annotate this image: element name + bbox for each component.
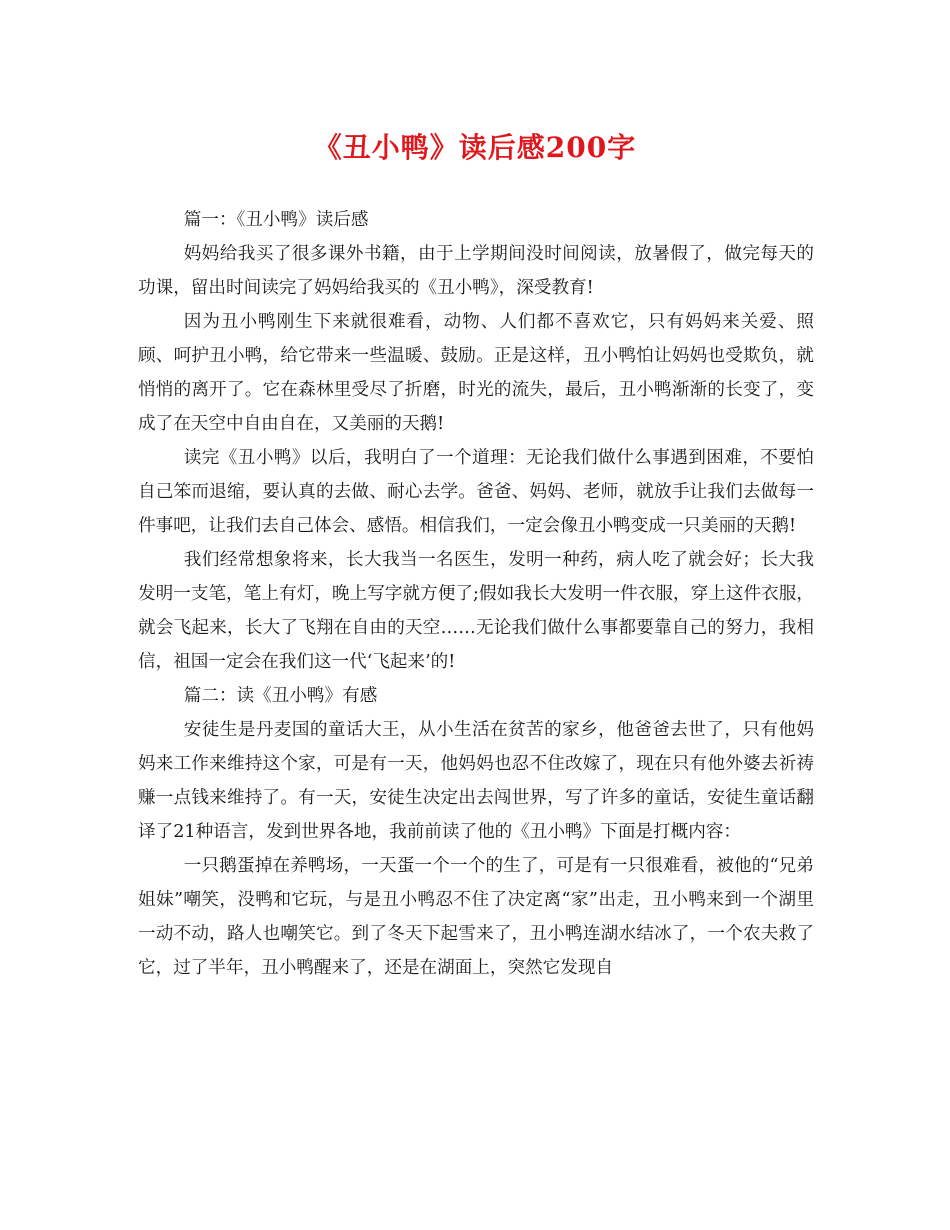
paragraph: 一只鹅蛋掉在养鸭场，一天蛋一个一个的生了，可是有一只很难看，被他的“兄弟姐妹”嘲笑，没鸭和它玩，与是丑小鸭忍不住了决定离“家”出走，丑小鸭来到一个湖里一动不动，路人也嘲笑它。到了冬天下起雪来了，丑小鸭连湖水结冰了，一个农夫救了它，过了半年，丑小鸭醒来了，还是在湖面上，突然它发现自 bbox=[138, 856, 814, 978]
paragraph: 妈妈给我买了很多课外书籍，由于上学期间没时间阅读，放暑假了，做完每天的功课，留出时间读完了妈妈给我买的《丑小鸭》，深受教育! bbox=[138, 244, 814, 298]
section-heading-1: 篇一：《丑小鸭》读后感 bbox=[183, 210, 369, 230]
paragraph: 安徒生是丹麦国的童话大王，从小生活在贫苦的家乡，他爸爸去世了，只有他妈妈来工作来维持这个家，可是有一天，他妈妈也忍不住改嫁了，现在只有他外婆去祈祷赚一点钱来维持了。有一天，安徒生决定出去闯世界，写了许多的童话，安徒生童话翻译了21种语言，发到世界各地，我前前读了他的《丑小鸭》下面是打概内容： bbox=[138, 720, 814, 842]
paragraph: 因为丑小鸭刚生下来就很难看，动物、人们都不喜欢它，只有妈妈来关爱、照顾、呵护丑小鸭，给它带来一些温暖、鼓励。正是这样，丑小鸭怕让妈妈也受欺负，就悄悄的离开了。它在森林里受尽了折磨，时光的流失，最后，丑小鸭渐渐的长变了，变成了在天空中自由自在，又美丽的天鹅! bbox=[138, 312, 814, 434]
paragraph: 我们经常想象将来，长大我当一名医生，发明一种药，病人吃了就会好；长大我发明一支笔，笔上有灯，晚上写字就方便了;假如我长大发明一件衣服，穿上这件衣服，就会飞起来，长大了飞翔在自由的天空……无论我们做什么事都要靠自己的努力，我相信，祖国一定会在我们这一代‘飞起来’的! bbox=[138, 550, 814, 672]
document-body bbox=[138, 203, 814, 985]
paragraph: 读完《丑小鸭》以后，我明白了一个道理：无论我们做什么事遇到困难，不要怕自己笨而退缩，要认真的去做、耐心去学。爸爸、妈妈、老师，就放手让我们去做每一件事吧，让我们去自己体会、感悟。相信我们，一定会像丑小鸭变成一只美丽的天鹅! bbox=[138, 448, 814, 536]
section-heading-2: 篇二：读《丑小鸭》有感 bbox=[183, 686, 378, 706]
document-title: 《丑小鸭》读后感200字 bbox=[313, 131, 637, 164]
